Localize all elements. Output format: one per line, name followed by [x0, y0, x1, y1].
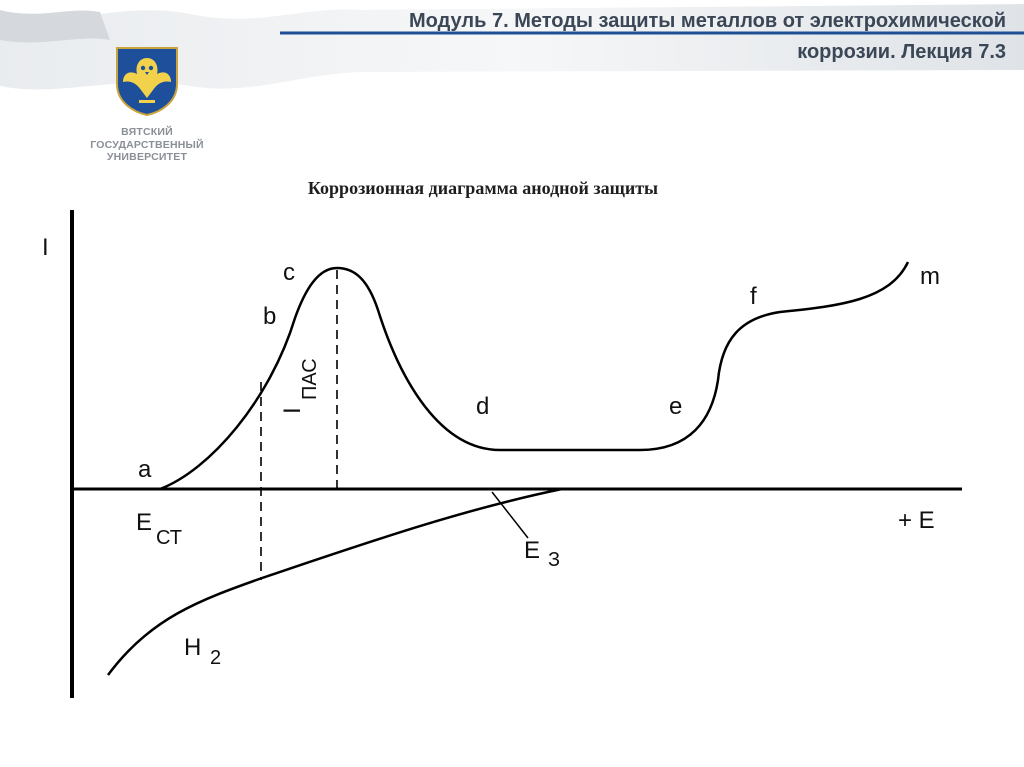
point-label-d: d — [476, 393, 490, 420]
university-line-1: ВЯТСКИЙ — [121, 126, 173, 138]
slide-title-line-1: Модуль 7. Методы защиты металлов от электрохимической — [408, 10, 1006, 32]
diagram-title: Коррозионная диаграмма анодной защиты — [307, 178, 659, 198]
point-label-m: m — [920, 263, 940, 290]
x-axis-label: + E — [898, 507, 935, 534]
ez-label: E — [524, 537, 541, 564]
university-line-3: УНИВЕРСИТЕТ — [106, 151, 188, 163]
h2-subscript: 2 — [210, 647, 222, 669]
ez-subscript: З — [548, 549, 561, 571]
point-label-b: b — [263, 303, 277, 330]
slide-title-line-2: коррозии. Лекция 7.3 — [797, 41, 1006, 63]
h2-label: H — [184, 634, 202, 661]
university-line-2: ГОСУДАРСТВЕННЫЙ — [90, 138, 204, 151]
est-subscript: СТ — [156, 527, 182, 549]
point-label-a: a — [138, 456, 152, 483]
ipas-label: I — [279, 407, 306, 414]
ipas-subscript: ПАС — [299, 358, 321, 400]
point-label-c: c — [283, 259, 295, 286]
est-label: E — [136, 509, 153, 536]
point-label-e: e — [669, 393, 683, 420]
anodic-polarization-curve — [160, 262, 908, 489]
y-axis-label: I — [42, 234, 49, 261]
hydrogen-cathodic-curve — [108, 489, 562, 675]
point-label-f: f — [750, 283, 757, 310]
